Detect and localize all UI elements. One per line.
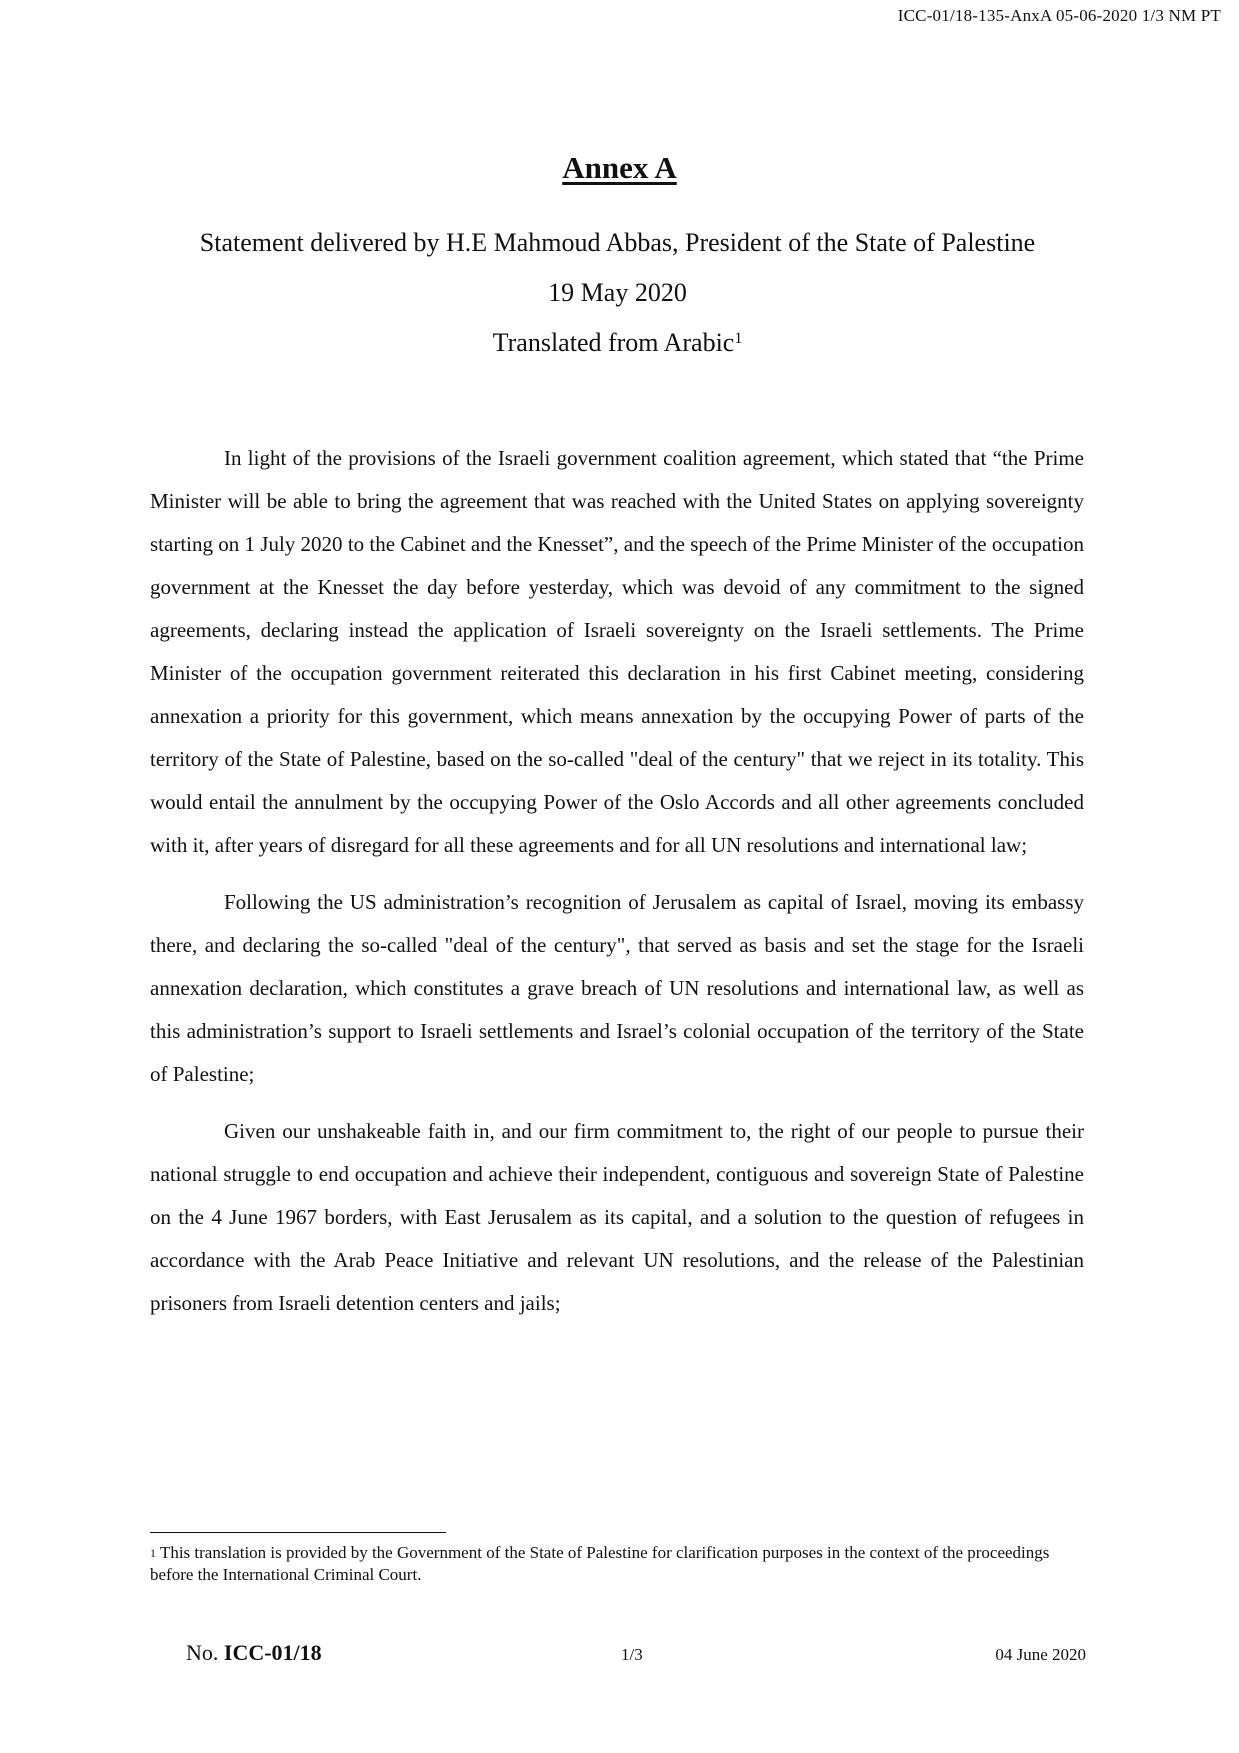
page-footer	[186, 1640, 1086, 1672]
footer-date: 04 June 2020	[995, 1645, 1086, 1664]
translation-note: Translated from Arabic	[492, 328, 735, 357]
footnote	[150, 1542, 1084, 1586]
statement-date: 19 May 2020	[548, 278, 687, 307]
paragraph: Given our unshakeable faith in, and our firm commitment to, the right of our people to pursue their national struggle to end occupation and achieve their independent, contiguous and sovereign State of Palestine on the 4 June 1967 borders, with East Jerusalem as its capital, and a solution to the question of refugees in accordance with the Arab Peace Initiative and relevant UN resolutions, and the release of the Palestinian prisoners from Israeli detention centers and jails;	[150, 1119, 1084, 1315]
footnote-marker: 1	[150, 1546, 156, 1560]
case-number-label: No.	[186, 1640, 219, 1665]
translation-note-line	[150, 318, 1085, 368]
footnote-text: This translation is provided by the Government of the State of Palestine for clarification purposes in the context of the proceedings before the International Criminal Court.	[150, 1543, 1050, 1584]
footnote-reference[interactable]: 1	[734, 330, 743, 347]
page-number: 1/3	[621, 1645, 643, 1664]
statement-body	[150, 437, 1084, 1339]
document-reference: ICC-01/18-135-AnxA 05-06-2020 1/3 NM PT	[897, 6, 1221, 25]
page-title: Annex A	[562, 150, 677, 185]
case-number-value: ICC-01/18	[223, 1640, 322, 1665]
paragraph: Following the US administration’s recognition of Jerusalem as capital of Israel, moving its embassy there, and declaring the so-called "deal of the century", that served as basis and set the stage for the Israeli annexation declaration, which constitutes a grave breach of UN resolutions and international law, as well as this administration’s support to Israeli settlements and Israel’s colonial occupation of the territory of the State of Palestine;	[150, 890, 1084, 1086]
paragraph: In light of the provisions of the Israeli government coalition agreement, which stated that “the Prime Minister will be able to bring the agreement that was reached with the United States on applying sovereignty starting on 1 July 2020 to the Cabinet and the Knesset”, and the speech of the Prime Minister of the occupation government at the Knesset the day before yesterday, which was devoid of any commitment to the signed agreements, declaring instead the application of Israeli sovereignty on the Israeli settlements. The Prime Minister of the occupation government reiterated this declaration in his first Cabinet meeting, considering annexation a priority for this government, which means annexation by the occupying Power of parts of the territory of the State of Palestine, based on the so-called "deal of the century" that we reject in its totality. This would entail the annulment by the occupying Power of the Oslo Accords and all other agreements concluded with it, after years of disregard for all these agreements and for all UN resolutions and international law;	[150, 446, 1084, 857]
statement-subtitle: Statement delivered by H.E Mahmoud Abbas, President of the State of Palestine	[199, 228, 1036, 257]
case-number	[186, 1640, 322, 1666]
footnote-divider	[150, 1532, 446, 1533]
statement-heading	[150, 218, 1085, 368]
